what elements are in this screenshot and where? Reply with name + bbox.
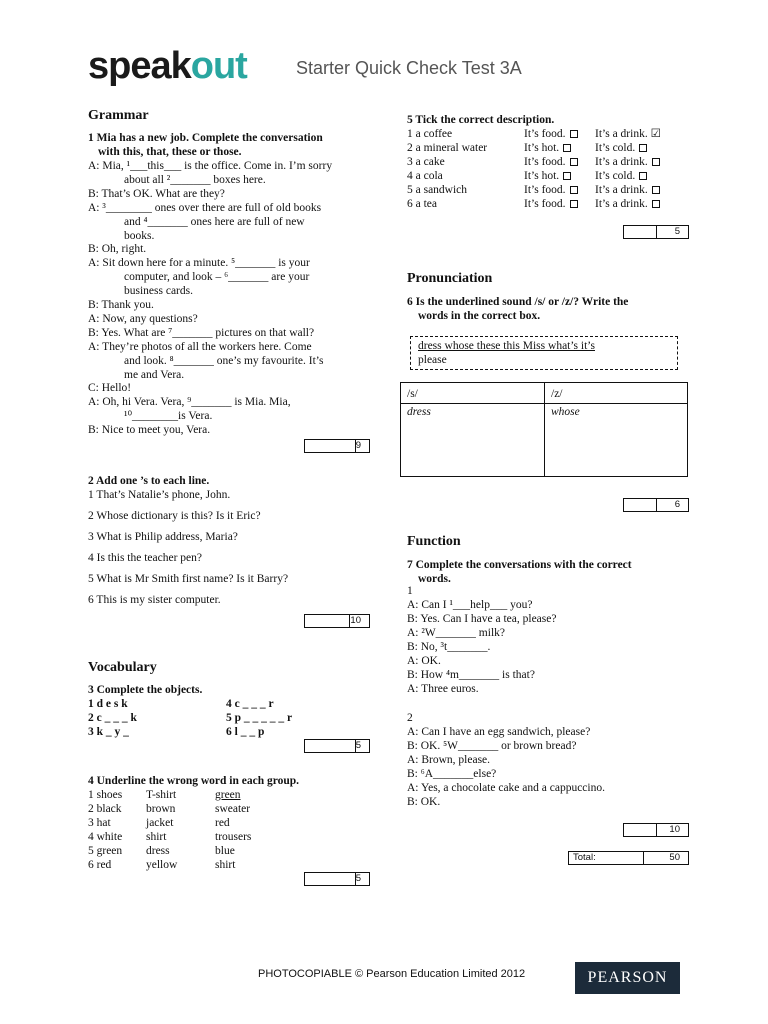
word-cell: red — [215, 817, 230, 829]
word-cell: sweater — [215, 803, 251, 815]
word-list-b: please — [418, 354, 447, 366]
word-cell: 3 hat — [88, 817, 111, 829]
copyright-text: PHOTOCOPIABLE © Pearson Education Limited 2012 — [258, 968, 526, 980]
conversation-line: A: Now, any questions? — [88, 312, 198, 325]
q3-score-box: 5 — [304, 739, 370, 753]
description-cell: It’s a drink. ☑ — [595, 128, 661, 140]
q2-score-box: 10 — [304, 614, 370, 628]
dialogue-line: A: OK. — [407, 655, 441, 667]
word-cell: 5 green — [88, 845, 123, 857]
tick-box[interactable] — [563, 172, 571, 180]
q6-title-b: words in the correct box. — [418, 310, 541, 322]
word-cell: blue — [215, 845, 235, 857]
word-cell: jacket — [146, 817, 174, 829]
conversation-line: A: Sit down here for a minute. ⁵_______ is your — [88, 257, 310, 270]
word-cell: yellow — [146, 859, 178, 871]
grammar-heading: Grammar — [88, 108, 149, 123]
description-cell: 2 a mineral water — [407, 142, 488, 154]
word-cell: 6 red — [88, 859, 112, 871]
word-cell: green — [215, 789, 241, 801]
object-item: 6 l _ _ p — [226, 726, 265, 738]
description-cell: It’s cold. — [595, 141, 647, 155]
sentence-item: 1 That’s Natalie’s phone, John. — [88, 489, 231, 501]
tick-box[interactable] — [652, 186, 660, 194]
conversation-line: A: Oh, hi Vera. Vera, ⁹_______ is Mia. Mia, — [88, 396, 291, 409]
col-z-example: whose — [551, 406, 580, 418]
conversation-line: computer, and look – ⁶_______ are your — [124, 271, 310, 284]
q4-score-box: 5 — [304, 872, 370, 886]
word-cell: brown — [146, 803, 176, 815]
description-cell: 6 a tea — [407, 198, 438, 210]
object-item: 5 p _ _ _ _ _ r — [226, 712, 293, 724]
conversation-line: A: They’re photos of all the workers here. Come — [88, 340, 312, 353]
conversation-line: me and Vera. — [124, 368, 185, 381]
word-cell: shirt — [146, 831, 167, 843]
dialogue-line: B: Yes. Can I have a tea, please? — [407, 613, 557, 625]
col-z-header: /z/ — [551, 388, 563, 400]
word-cell: 1 shoes — [88, 789, 123, 801]
word-cell: trousers — [215, 831, 252, 843]
description-cell: It’s food. — [524, 183, 578, 197]
speakout-logo: speakout — [88, 45, 247, 87]
dialogue-line: A: Three euros. — [407, 683, 479, 695]
dialogue-line: A: ²W_______ milk? — [407, 627, 505, 639]
dialogue-line: B: OK. ⁵W_______ or brown bread? — [407, 740, 577, 752]
q6-title-a: 6 Is the underlined sound /s/ or /z/? Write the — [407, 296, 629, 308]
description-cell: It’s a drink. — [595, 183, 660, 197]
description-cell: 4 a cola — [407, 170, 443, 182]
q1-title-a: 1 Mia has a new job. Complete the conversation — [88, 132, 323, 144]
dialogue-line: 1 — [407, 585, 413, 597]
description-cell: It’s food. — [524, 155, 578, 169]
q5-title: 5 Tick the correct description. — [407, 114, 555, 126]
q7-title-b: words. — [418, 573, 451, 585]
sentence-item: 6 This is my sister computer. — [88, 594, 221, 606]
col-s-header: /s/ — [407, 388, 418, 400]
conversation-line: books. — [124, 229, 155, 242]
description-cell: 1 a coffee — [407, 128, 453, 140]
dialogue-line: A: Brown, please. — [407, 754, 491, 766]
sound-table — [400, 382, 688, 477]
pronunciation-heading: Pronunciation — [407, 271, 493, 286]
description-cell: It’s a drink. — [595, 155, 660, 169]
description-cell: It’s cold. — [595, 169, 647, 183]
object-item: 2 c _ _ _ k — [88, 712, 137, 724]
description-cell: It’s hot. — [524, 169, 571, 183]
total-box: Total: 50 — [568, 851, 689, 865]
tick-box[interactable] — [652, 200, 660, 208]
conversation-line: ¹⁰________is Vera. — [124, 410, 213, 423]
q1-score-box: 9 — [304, 439, 370, 453]
dialogue-line: A: Can I have an egg sandwich, please? — [407, 726, 591, 738]
sentence-item: 3 What is Philip address, Maria? — [88, 531, 238, 543]
conversation-line: B: Yes. What are ⁷_______ pictures on that wall? — [88, 326, 315, 339]
conversation-line: and ⁴_______ ones here are full of new — [124, 215, 305, 228]
dialogue-line: B: How ⁴m_______ is that? — [407, 669, 535, 681]
dialogue-line: B: No, ³t_______. — [407, 641, 491, 653]
tick-box[interactable] — [570, 158, 578, 166]
test-title: Starter Quick Check Test 3A — [296, 58, 522, 78]
conversation-line: C: Hello! — [88, 382, 132, 395]
q2-title: 2 Add one ’s to each line. — [88, 475, 210, 487]
conversation-line: A: Mia, ¹___this___ is the office. Come in. I’m sorry — [88, 160, 333, 172]
description-cell: 5 a sandwich — [407, 184, 468, 196]
q4-title: 4 Underline the wrong word in each group. — [88, 775, 300, 787]
object-item: 4 c _ _ _ r — [226, 698, 274, 710]
tick-box[interactable] — [563, 144, 571, 152]
word-cell: 4 white — [88, 831, 123, 843]
tick-box[interactable] — [570, 200, 578, 208]
conversation-line: B: Oh, right. — [88, 243, 147, 256]
col-s-example: dress — [407, 406, 431, 418]
description-cell: It’s food. — [524, 127, 578, 141]
dialogue-line: 2 — [407, 712, 413, 724]
tick-box[interactable] — [639, 172, 647, 180]
object-item: 3 k _ y _ — [88, 726, 129, 738]
dialogue-line: A: Can I ¹___help___ you? — [407, 599, 533, 611]
dialogue-line: B: OK. — [407, 796, 441, 808]
conversation-line: B: Thank you. — [88, 299, 154, 311]
q6-score-box: 6 — [623, 498, 689, 512]
description-cell: It’s a drink. — [595, 197, 660, 211]
object-item: 1 d e s k — [88, 698, 128, 710]
tick-box[interactable] — [570, 130, 578, 138]
conversation-line: business cards. — [124, 285, 193, 298]
q7-title-a: 7 Complete the conversations with the correct — [407, 559, 632, 571]
description-cell: It’s food. — [524, 197, 578, 211]
description-cell: 3 a cake — [407, 156, 445, 168]
word-cell: shirt — [215, 859, 236, 871]
pearson-logo: PEARSON — [575, 962, 680, 994]
tick-box[interactable] — [639, 144, 647, 152]
word-cell: dress — [146, 845, 170, 857]
dialogue-line: A: Yes, a chocolate cake and a cappuccino. — [407, 782, 605, 794]
q1-title-b: with this, that, these or those. — [98, 146, 242, 158]
word-cell: T-shirt — [146, 789, 177, 801]
word-list-a: dress whose these this Miss what’s it’s — [418, 340, 595, 352]
conversation-line: B: That’s OK. What are they? — [88, 187, 225, 200]
dialogue-line: B: ⁶A_______else? — [407, 768, 497, 780]
sentence-item: 4 Is this the teacher pen? — [88, 552, 202, 564]
q7-score-box: 10 — [623, 823, 689, 837]
vocabulary-heading: Vocabulary — [88, 660, 157, 675]
tick-box[interactable] — [652, 158, 660, 166]
sentence-item: 5 What is Mr Smith first name? Is it Barry? — [88, 573, 289, 585]
function-heading: Function — [407, 534, 461, 549]
sentence-item: 2 Whose dictionary is this? Is it Eric? — [88, 510, 261, 522]
q5-score-box: 5 — [623, 225, 689, 239]
description-cell: It’s hot. — [524, 141, 571, 155]
conversation-line: and look. ⁸_______ one’s my favourite. It’s — [124, 354, 324, 367]
tick-box[interactable] — [570, 186, 578, 194]
conversation-line: A: ³________ ones over there are full of old books — [88, 201, 322, 214]
conversation-line: B: Nice to meet you, Vera. — [88, 424, 211, 437]
q3-title: 3 Complete the objects. — [88, 684, 203, 696]
word-cell: 2 black — [88, 803, 122, 815]
conversation-line: about all ²_______ boxes here. — [124, 173, 266, 186]
